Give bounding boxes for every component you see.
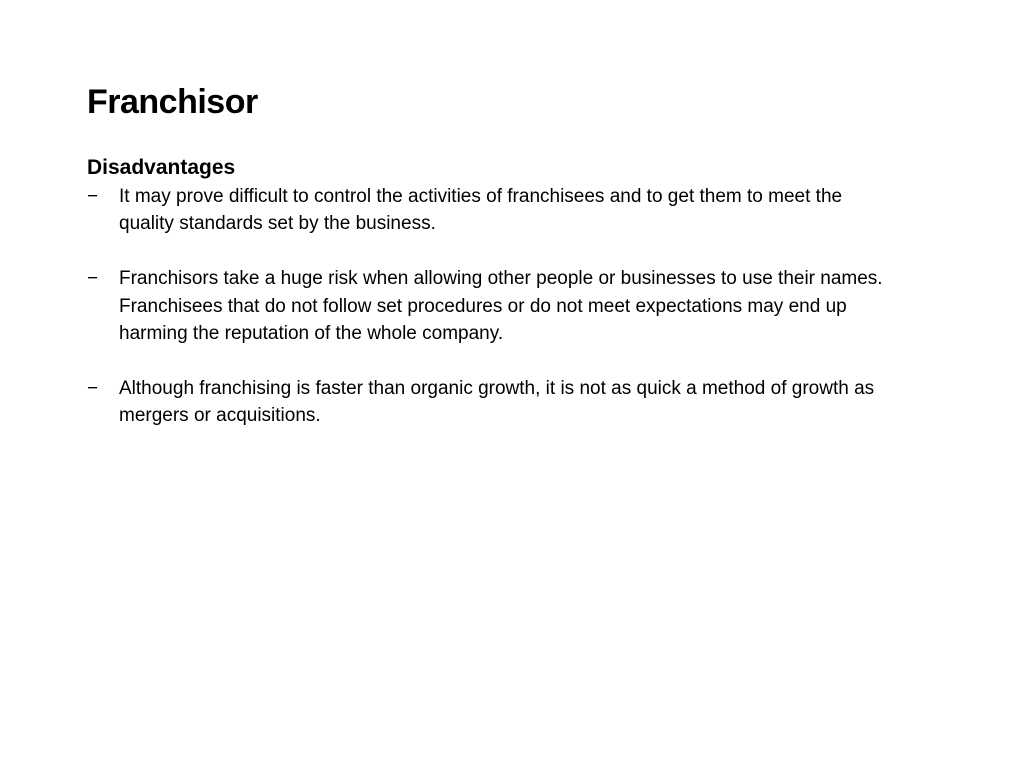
- bullet-item: [87, 183, 887, 238]
- dash-icon: −: [87, 268, 99, 290]
- bullet-item: [87, 375, 887, 430]
- bullet-text: Although franchising is faster than organic growth, it is not as quick a method of growth as mergers or acquisitions.: [119, 377, 875, 427]
- dash-icon: −: [87, 377, 99, 399]
- bullet-item: [87, 265, 887, 347]
- slide-title: Franchisor: [87, 83, 258, 121]
- bullet-list: [87, 183, 887, 457]
- dash-icon: −: [87, 186, 99, 207]
- bullet-text: It may prove difficult to control the activities of franchisees and to get them to meet the quality standards set by the business.: [119, 186, 843, 235]
- section-heading: Disadvantages: [87, 156, 236, 179]
- bullet-text: Franchisors take a huge risk when allowing other people or businesses to use their names. Franchisees that do not follow set procedures or do not meet expectations may end up harming the reputation of the whole company.: [119, 268, 883, 345]
